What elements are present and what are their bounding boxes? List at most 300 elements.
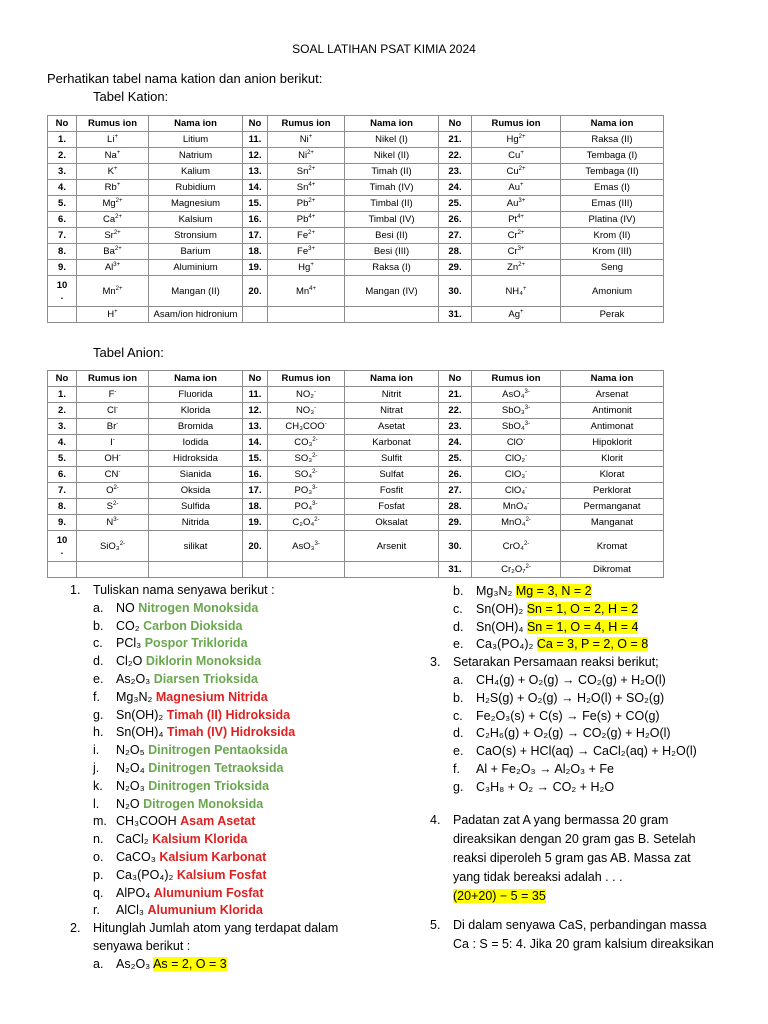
ion-formula: ClO₂- xyxy=(472,451,561,467)
ion-formula: $Hg^{2+}$ xyxy=(472,132,561,148)
row-number: 13. xyxy=(243,419,268,435)
ion-charge: 2+ xyxy=(518,165,526,172)
ion-formula: NH₄+ xyxy=(472,276,561,307)
item-text: NO Nitrogen Monoksida xyxy=(116,600,259,615)
ion-charge: 4+ xyxy=(308,213,316,220)
table-row xyxy=(48,562,664,578)
question-4-number: 4. xyxy=(430,813,441,827)
ion-name: Fluorida xyxy=(149,387,243,403)
ion-charge: 3+ xyxy=(518,197,526,204)
ion-name: Fosfit xyxy=(345,483,439,499)
item-number: j. xyxy=(93,761,100,775)
ion-charge: - xyxy=(525,468,528,475)
ion-formula: SbO₄$^{3-}$ xyxy=(472,419,561,435)
item-text: N₂O₄ Dinitrogen Tetraoksida xyxy=(116,761,284,775)
ion-name: Nitrit xyxy=(345,387,439,403)
item-text: Mg₃N₂ Magnesium Nitrida xyxy=(116,689,268,704)
ion-charge: 2- xyxy=(525,563,531,570)
ion-name: Nitrat xyxy=(345,403,439,419)
ion-charge: + xyxy=(520,181,524,188)
ion-charge: - xyxy=(525,452,528,459)
item-number: k. xyxy=(93,778,103,793)
ion-formula: $Cu^{2+}$ xyxy=(472,164,561,180)
ion-formula: ClO- xyxy=(472,435,561,451)
table-row xyxy=(48,132,664,148)
table-header-cell: No xyxy=(243,116,268,132)
row-number: 2. xyxy=(48,148,77,164)
item-number: a. xyxy=(93,600,104,615)
ion-charge: - xyxy=(116,420,119,427)
ion-charge: 3+ xyxy=(517,245,525,252)
ion-name: Aluminium xyxy=(149,260,243,276)
ion-name: Manganat xyxy=(561,515,664,531)
ion-name: Sianida xyxy=(149,467,243,483)
ion-charge: 2- xyxy=(312,452,318,459)
ion-name: Krom (III) xyxy=(561,244,664,260)
ion-charge: - xyxy=(523,436,526,443)
table-row xyxy=(48,515,664,531)
item-number: n. xyxy=(93,832,104,847)
ion-charge: 3- xyxy=(312,500,318,507)
ion-charge: - xyxy=(114,388,117,395)
ion-name: Timah (IV) xyxy=(345,180,439,196)
item-text: AlCl₃ Alumunium Klorida xyxy=(116,903,263,918)
table-header-cell: Rumus ion xyxy=(472,116,561,132)
item-text: CH₄(g) + O₂(g) → CO₂(g) + H₂O(l) xyxy=(476,673,666,687)
item-number: a. xyxy=(453,673,464,687)
question-4-line: Padatan zat A yang bermassa 20 gram xyxy=(453,813,669,827)
ion-charge: 3+ xyxy=(113,261,121,268)
item-number: b. xyxy=(93,618,104,633)
ion-formula: NO₃- xyxy=(268,403,345,419)
item-number: f. xyxy=(453,762,460,776)
row-number: 12. xyxy=(243,148,268,164)
ion-name: Amonium xyxy=(561,276,664,307)
item-answer: Dinitrogen Pentaoksida xyxy=(148,743,288,758)
row-number: 28. xyxy=(439,244,472,260)
row-number: 9. xyxy=(48,515,77,531)
item-answer: Dinitrogen Trioksida xyxy=(148,778,270,793)
ion-name: Seng xyxy=(561,260,664,276)
item-number: c. xyxy=(93,636,103,651)
item-number: e. xyxy=(453,744,464,759)
ion-name xyxy=(149,562,243,578)
ion-charge: 4+ xyxy=(308,181,316,188)
ion-charge: 2+ xyxy=(308,165,316,172)
ion-formula: Ni+ xyxy=(268,132,345,148)
ion-formula: CrO₄$^{2-}$ xyxy=(472,531,561,562)
item-number: b. xyxy=(453,690,464,705)
ion-charge: - xyxy=(324,420,327,427)
item-answer: As = 2, O = 3 xyxy=(153,956,227,971)
ion-name: Klorida xyxy=(149,403,243,419)
ion-name: Fosfat xyxy=(345,499,439,515)
ion-charge: 2- xyxy=(312,468,318,475)
ion-charge: + xyxy=(520,149,524,156)
ion-formula: $Cr^{2+}$ xyxy=(472,228,561,244)
ion-name: Arsenit xyxy=(345,531,439,562)
item-text: Setarakan Persamaan reaksi berikut; xyxy=(453,655,659,670)
ion-formula: $Ca^{2+}$ xyxy=(77,212,149,228)
item-text: N₂O₅ Dinitrogen Pentaoksida xyxy=(116,743,288,758)
row-number: 16. xyxy=(243,212,268,228)
ion-formula: $Ni^{2+}$ xyxy=(268,148,345,164)
ion-charge: 3- xyxy=(524,388,530,395)
ion-name: Mangan (IV) xyxy=(345,276,439,307)
table-row xyxy=(48,196,664,212)
ion-formula: C₂O₄$^{2-}$ xyxy=(268,515,345,531)
item-number: d. xyxy=(453,726,464,741)
ion-formula: $Fe^{3+}$ xyxy=(268,244,345,260)
item-number: b. xyxy=(453,584,464,598)
row-number: 15. xyxy=(243,196,268,212)
table-header-cell: Rumus ion xyxy=(472,371,561,387)
ion-charge: 3- xyxy=(524,404,531,411)
ion-name: Raksa (II) xyxy=(561,132,664,148)
ion-charge: 2+ xyxy=(114,245,122,252)
row-number: 4. xyxy=(48,435,77,451)
ion-name: Klorat xyxy=(561,467,664,483)
ion-formula xyxy=(268,307,345,323)
ion-charge: + xyxy=(113,165,118,172)
item-text: As₂O₃ Diarsen Trioksida xyxy=(116,672,258,686)
question-4-line: direaksikan dengan 20 gram gas B. Setelah xyxy=(453,832,696,846)
ion-charge: 3- xyxy=(314,540,320,547)
question-5-line: Di dalam senyawa CaS, perbandingan massa xyxy=(453,918,707,932)
item-text: CaCO₃ Kalsium Karbonat xyxy=(116,850,267,864)
row-number: 24. xyxy=(439,435,472,451)
table-header-cell: Nama ion xyxy=(345,371,439,387)
ion-name: Besi (II) xyxy=(345,228,439,244)
ion-charge: - xyxy=(314,404,317,411)
ion-formula: PO₄$^{3-}$ xyxy=(268,499,345,515)
ion-name: Kalsium xyxy=(149,212,243,228)
table-header-cell: Nama ion xyxy=(561,371,664,387)
ion-name: Oksalat xyxy=(345,515,439,531)
question-5-line: Ca : S = 5: 4. Jika 20 gram kalsium direaksikan xyxy=(453,937,714,951)
item-number: e. xyxy=(93,672,104,686)
ion-formula: Rb+ xyxy=(77,180,149,196)
row-number: 21. xyxy=(439,132,472,148)
ion-name: Raksa (I) xyxy=(345,260,439,276)
kation-caption: Tabel Kation: xyxy=(93,89,169,104)
ion-charge: - xyxy=(118,468,121,475)
table-row xyxy=(48,260,664,276)
row-number: 2. xyxy=(48,403,77,419)
table-header-cell: No xyxy=(439,116,472,132)
item-answer: Kalsium Fosfat xyxy=(176,867,267,882)
row-number: 19. xyxy=(243,260,268,276)
page-title: SOAL LATIHAN PSAT KIMIA 2024 xyxy=(292,42,476,56)
row-number: 7. xyxy=(48,483,77,499)
item-number: q. xyxy=(93,885,104,900)
item-text: Sn(OH)₂ Timah (II) Hidroksida xyxy=(116,707,291,722)
ion-charge: - xyxy=(115,404,118,411)
ion-formula: $Mn^{2+}$ xyxy=(77,276,149,307)
row-number: 25. xyxy=(439,451,472,467)
ion-name: Permanganat xyxy=(561,499,664,515)
item-text: CaCl₂ Kalsium Klorida xyxy=(116,832,248,847)
table-header-cell: No xyxy=(48,371,77,387)
ion-name: Sulfit xyxy=(345,451,439,467)
ion-formula: CH₃COO- xyxy=(268,419,345,435)
item-text: Sn(OH)₄ Sn = 1, O = 4, H = 4 xyxy=(476,619,639,634)
anion-table xyxy=(47,370,664,578)
row-number: 23. xyxy=(439,419,472,435)
item-answer: Ca = 3, P = 2, O = 8 xyxy=(536,637,649,652)
item-answer: Dinitrogen Tetraoksida xyxy=(148,761,284,775)
row-number: 11. xyxy=(243,132,268,148)
item-answer: Mg = 3, N = 2 xyxy=(515,584,592,598)
item-answer: Kalsium Klorida xyxy=(152,832,248,847)
ion-charge: 2+ xyxy=(307,149,314,156)
ion-charge: 2+ xyxy=(113,229,121,236)
item-number: i. xyxy=(93,743,100,758)
row-number: 12. xyxy=(243,403,268,419)
ion-formula xyxy=(77,562,149,578)
question-5-number: 5. xyxy=(430,918,441,932)
item-number: e. xyxy=(453,637,464,652)
ion-formula: Cu+ xyxy=(472,148,561,164)
row-number: 29. xyxy=(439,515,472,531)
ion-name xyxy=(345,562,439,578)
ion-formula: AsO₄$^{3-}$ xyxy=(472,387,561,403)
ion-name: Platina (IV) xyxy=(561,212,664,228)
row-number: 26. xyxy=(439,212,472,228)
question-4-answer xyxy=(453,887,546,905)
row-number xyxy=(48,562,77,578)
ion-charge: + xyxy=(114,133,118,140)
ion-formula: SO₃$^{2-}$ xyxy=(268,451,345,467)
item-answer: Timah (IV) Hidroksida xyxy=(166,725,296,740)
item-text: senyawa berikut : xyxy=(93,939,191,953)
row-number: 24. xyxy=(439,180,472,196)
ion-name: Litium xyxy=(149,132,243,148)
ion-charge: 2+ xyxy=(308,229,315,236)
ion-formula: Ag+ xyxy=(472,307,561,323)
ion-name: Timah (II) xyxy=(345,164,439,180)
ion-charge: 2- xyxy=(523,540,530,547)
row-number: 10 . xyxy=(48,531,77,562)
item-text: Sn(OH)₂ Sn = 1, O = 2, H = 2 xyxy=(476,601,639,616)
ion-formula: $Pb^{4+}$ xyxy=(268,212,345,228)
anion-body xyxy=(48,387,664,578)
row-number: 18. xyxy=(243,499,268,515)
ion-name: Natrium xyxy=(149,148,243,164)
row-number: 22. xyxy=(439,403,472,419)
ion-formula: Cr₂O₇$^{2-}$ xyxy=(472,562,561,578)
row-number xyxy=(48,307,77,323)
row-number: 26. xyxy=(439,467,472,483)
row-number: 6. xyxy=(48,467,77,483)
ion-formula: $N^{3-}$ xyxy=(77,515,149,531)
row-number: 25. xyxy=(439,196,472,212)
item-number: o. xyxy=(93,850,104,864)
item-number: 2. xyxy=(70,921,81,936)
row-number: 21. xyxy=(439,387,472,403)
kation-header-row xyxy=(48,116,664,132)
ion-name: Nikel (II) xyxy=(345,148,439,164)
item-text: PCl₃ Pospor Triklorida xyxy=(116,636,248,651)
ion-formula: $Pt^{4+}$ xyxy=(472,212,561,228)
row-number: 3. xyxy=(48,164,77,180)
row-number: 18. xyxy=(243,244,268,260)
row-number: 1. xyxy=(48,387,77,403)
ion-name: Emas (I) xyxy=(561,180,664,196)
item-text: CO₂ Carbon Dioksida xyxy=(116,618,243,633)
item-answer: Sn = 1, O = 2, H = 2 xyxy=(526,601,639,616)
table-header-cell: Nama ion xyxy=(149,116,243,132)
table-header-cell: No xyxy=(48,116,77,132)
item-answer: Diklorin Monoksida xyxy=(145,654,262,669)
ion-charge: + xyxy=(520,308,524,315)
item-text: N₂O Ditrogen Monoksida xyxy=(116,796,264,811)
ion-formula: SO₄$^{2-}$ xyxy=(268,467,345,483)
ion-formula: MnO₄- xyxy=(472,499,561,515)
table-row xyxy=(48,180,664,196)
table-header-cell: Rumus ion xyxy=(77,116,149,132)
ion-charge: 4+ xyxy=(517,213,524,220)
ion-name: Antimonit xyxy=(561,403,664,419)
ion-name: Iodida xyxy=(149,435,243,451)
row-number: 14. xyxy=(243,435,268,451)
row-number: 16. xyxy=(243,467,268,483)
kation-table xyxy=(47,115,664,323)
ion-name: Sulfat xyxy=(345,467,439,483)
ion-formula: K+ xyxy=(77,164,149,180)
anion-caption: Tabel Anion: xyxy=(93,345,164,360)
row-number: 30. xyxy=(439,531,472,562)
ion-name: Timbal (IV) xyxy=(345,212,439,228)
ion-formula: PO₃$^{3-}$ xyxy=(268,483,345,499)
item-text: As₂O₃ As = 2, O = 3 xyxy=(116,956,227,971)
ion-charge: 2- xyxy=(119,540,126,547)
ion-formula: ClO₄- xyxy=(472,483,561,499)
item-text: CaO(s) + HCl(aq) → CaCl₂(aq) + H₂O(l) xyxy=(476,744,697,759)
item-answer: Diarsen Trioksida xyxy=(153,672,258,686)
ion-charge: - xyxy=(313,388,316,395)
row-number: 20. xyxy=(243,531,268,562)
row-number: 11. xyxy=(243,387,268,403)
item-number: l. xyxy=(93,796,100,811)
ion-formula: SbO₃$^{3-}$ xyxy=(472,403,561,419)
table-header-cell: No xyxy=(439,371,472,387)
ion-charge: 2+ xyxy=(518,261,525,268)
ion-formula: $Sr^{2+}$ xyxy=(77,228,149,244)
row-number xyxy=(243,562,268,578)
ion-formula: $Sn^{2+}$ xyxy=(268,164,345,180)
ion-charge: 4+ xyxy=(309,285,317,292)
ion-name: Sulfida xyxy=(149,499,243,515)
ion-name: Kalium xyxy=(149,164,243,180)
ion-name: Mangan (II) xyxy=(149,276,243,307)
row-number: 28. xyxy=(439,499,472,515)
ion-charge: + xyxy=(523,285,527,292)
ion-name: Tembaga (I) xyxy=(561,148,664,164)
item-number: g. xyxy=(93,707,104,722)
question-4-line: reaksi diperoleh 5 gram gas AB. Massa zat xyxy=(453,851,691,865)
ion-name: Hipoklorit xyxy=(561,435,664,451)
item-answer: Nitrogen Monoksida xyxy=(138,600,259,615)
item-answer: Alumunium Fosfat xyxy=(153,885,264,900)
row-number: 19. xyxy=(243,515,268,531)
ion-charge: + xyxy=(308,133,313,140)
item-number: 3. xyxy=(430,655,441,670)
item-text: Sn(OH)₄ Timah (IV) Hidroksida xyxy=(116,725,296,740)
item-number: p. xyxy=(93,867,104,882)
item-text: Tuliskan nama senyawa berikut : xyxy=(93,583,275,597)
ion-charge: - xyxy=(525,484,528,491)
ion-charge: + xyxy=(310,261,314,268)
item-text: C₃H₈ + O₂ → CO₂ + H₂O xyxy=(476,779,615,794)
row-number: 3. xyxy=(48,419,77,435)
table-row xyxy=(48,403,664,419)
row-number: 8. xyxy=(48,499,77,515)
item-text: CH₃COOH Asam Asetat xyxy=(116,814,256,829)
table-header-cell: Rumus ion xyxy=(77,371,149,387)
table-row xyxy=(48,419,664,435)
ion-formula: Hg+ xyxy=(268,260,345,276)
item-text: Al + Fe₂O₃ → Al₂O₃ + Fe xyxy=(476,762,614,776)
table-header-cell: Nama ion xyxy=(345,116,439,132)
table-row xyxy=(48,483,664,499)
ion-charge: 3- xyxy=(113,516,119,523)
row-number xyxy=(243,307,268,323)
item-number: d. xyxy=(93,654,104,669)
row-number: 10 . xyxy=(48,276,77,307)
item-answer: Alumunium Klorida xyxy=(147,903,263,918)
ion-name: Asam/ion hidronium xyxy=(149,307,243,323)
item-text: Cl₂O Diklorin Monoksida xyxy=(116,654,262,669)
row-number: 9. xyxy=(48,260,77,276)
ion-charge: + xyxy=(116,181,121,188)
item-number: m. xyxy=(93,814,107,829)
ion-formula: I- xyxy=(77,435,149,451)
ion-formula: $Mg^{2+}$ xyxy=(77,196,149,212)
row-number: 31. xyxy=(439,307,472,323)
item-text: Fe₂O₃(s) + C(s) → Fe(s) + CO(g) xyxy=(476,708,660,723)
row-number: 5. xyxy=(48,196,77,212)
table-row xyxy=(48,212,664,228)
ion-name: Perak xyxy=(561,307,664,323)
kation-body xyxy=(48,132,664,323)
ion-name: Stronsium xyxy=(149,228,243,244)
ion-name: Klorit xyxy=(561,451,664,467)
ion-name: Barium xyxy=(149,244,243,260)
ion-formula: ClO₃- xyxy=(472,467,561,483)
ion-charge: 3- xyxy=(312,484,318,491)
ion-formula: CN- xyxy=(77,467,149,483)
item-text: Ca₃(PO₄)₂ Ca = 3, P = 2, O = 8 xyxy=(476,637,649,652)
ion-charge: 2+ xyxy=(518,133,526,140)
table-header-cell: No xyxy=(243,371,268,387)
item-text: H₂S(g) + O₂(g) → H₂O(l) + SO₂(g) xyxy=(476,690,665,705)
table-row xyxy=(48,244,664,260)
ion-formula: $Cr^{3+}$ xyxy=(472,244,561,260)
ion-formula: CO₃$^{2-}$ xyxy=(268,435,345,451)
row-number: 23. xyxy=(439,164,472,180)
ion-formula: $Au^{3+}$ xyxy=(472,196,561,212)
ion-charge: + xyxy=(114,308,118,315)
ion-name: Bromida xyxy=(149,419,243,435)
table-header-cell: Rumus ion xyxy=(268,371,345,387)
row-number: 6. xyxy=(48,212,77,228)
ion-name: Dikromat xyxy=(561,562,664,578)
table-row xyxy=(48,451,664,467)
row-number: 29. xyxy=(439,260,472,276)
item-text: Mg₃N₂ Mg = 3, N = 2 xyxy=(476,584,592,598)
table-row xyxy=(48,499,664,515)
